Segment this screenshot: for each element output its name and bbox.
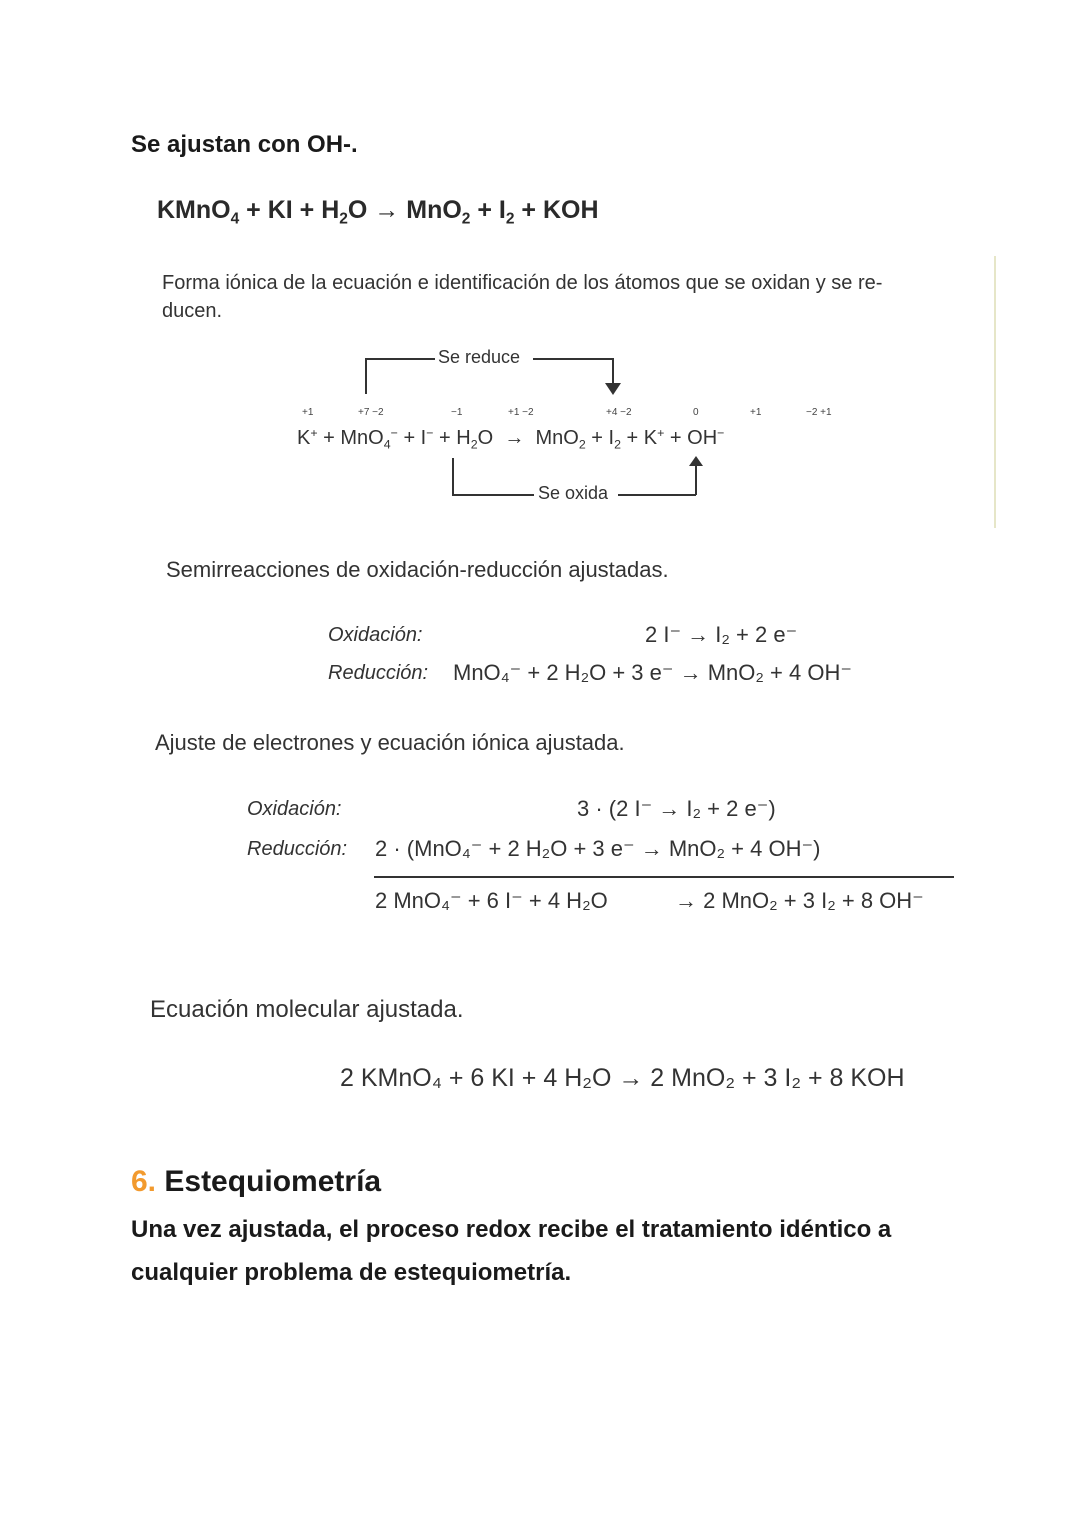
oxida-arrow-head bbox=[689, 456, 703, 466]
semi-reduction-equation: MnO₄⁻ + 2 H₂O + 3 e⁻ → MnO₂ + 4 OH⁻ bbox=[453, 660, 852, 685]
adjust-oxidacion-label: Oxidación: bbox=[247, 798, 342, 820]
semi-oxidation-equation: 2 I⁻ → I₂ + 2 e⁻ bbox=[645, 622, 798, 647]
excerpt-border bbox=[994, 256, 996, 528]
ionic-equation: $K^+ + MnO_4^- + I^- + H_2O \to MnO_2 + I_2 + K^+ + OH^-$ bbox=[297, 426, 725, 452]
se-reduce-label: Se reduce bbox=[438, 347, 521, 367]
ox-num-h2o: +1 −2 bbox=[508, 407, 534, 418]
ox-num-k: +1 bbox=[302, 407, 314, 418]
molecular-balanced-equation: 2 KMnO₄ + 6 KI + 4 H₂O → 2 MnO₂ + 3 I₂ + 8 KOH bbox=[340, 1064, 905, 1092]
semi-heading: Semirreacciones de oxidación-reducción ajustadas. bbox=[166, 557, 669, 582]
ox-num-i: −1 bbox=[451, 407, 463, 418]
semi-oxidacion-label: Oxidación: bbox=[328, 624, 423, 646]
section-body-line1: Una vez ajustada, el proceso redox recibe el tratamiento idéntico a bbox=[131, 1216, 892, 1243]
adjust-reduccion-label: Reducción: bbox=[247, 838, 348, 860]
se-oxida-label: Se oxida bbox=[538, 483, 609, 503]
sum-equation-left: 2 MnO₄⁻ + 6 I⁻ + 4 H₂O bbox=[375, 888, 608, 913]
ox-num-k2: +1 bbox=[750, 407, 762, 418]
intro-text: Se ajustan con OH-. bbox=[131, 131, 358, 158]
section-number: 6. bbox=[131, 1165, 157, 1198]
section-heading bbox=[131, 1165, 381, 1199]
ox-num-oh: −2 +1 bbox=[806, 407, 832, 418]
section-title: Estequiometría bbox=[164, 1165, 382, 1198]
ionic-heading-line1: Forma iónica de la ecuación e identificación de los átomos que se oxidan y se re- bbox=[162, 272, 883, 294]
adjust-reduction-equation: 2 · (MnO₄⁻ + 2 H₂O + 3 e⁻ → MnO₂ + 4 OH⁻) bbox=[375, 836, 821, 861]
ionic-heading-line2: ducen. bbox=[162, 300, 223, 322]
ox-num-mno4: +7 −2 bbox=[358, 407, 384, 418]
adjust-heading: Ajuste de electrones y ecuación iónica ajustada. bbox=[155, 730, 625, 755]
molecular-equation-unbalanced: KMnO$_4$ + KI + $H_2O \to MnO_2 + I_2$ + KOH bbox=[157, 196, 599, 228]
ox-num-mno2: +4 −2 bbox=[606, 407, 632, 418]
section-body-line2: cualquier problema de estequiometría. bbox=[131, 1259, 572, 1286]
molecular-heading: Ecuación molecular ajustada. bbox=[150, 996, 464, 1023]
sum-divider bbox=[374, 876, 954, 878]
semi-reduccion-label: Reducción: bbox=[328, 662, 429, 684]
adjust-oxidation-equation: 3 · (2 I⁻ → I₂ + 2 e⁻) bbox=[577, 796, 776, 821]
reduce-arrow-head bbox=[605, 383, 621, 395]
ox-num-i2: 0 bbox=[693, 407, 699, 418]
sum-equation-right: → 2 MnO₂ + 3 I₂ + 8 OH⁻ bbox=[675, 888, 924, 913]
